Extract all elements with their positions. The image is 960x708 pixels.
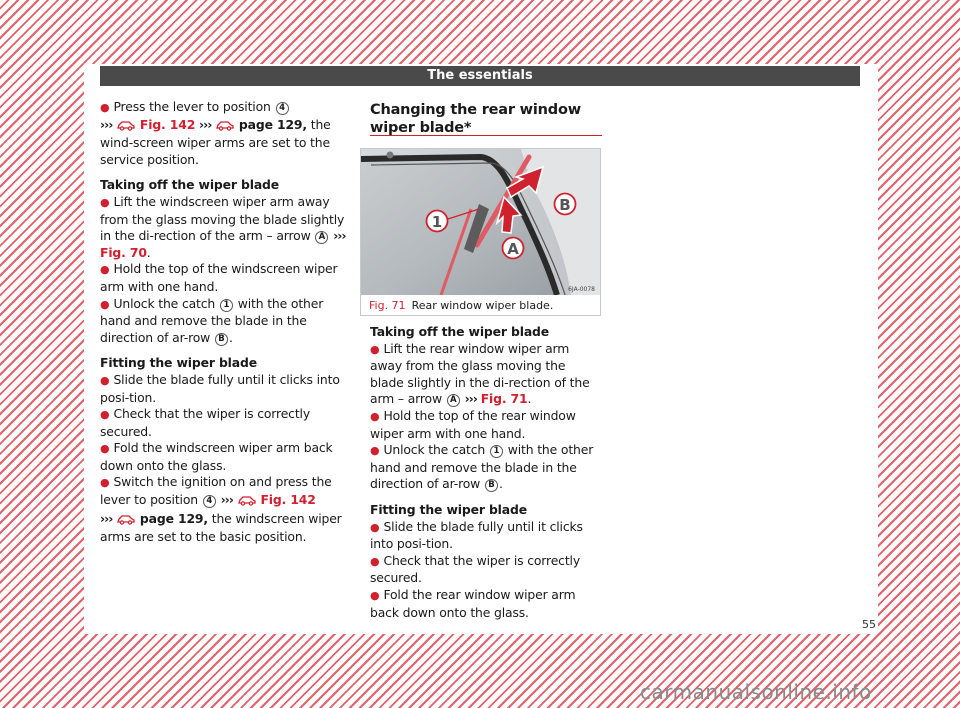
section-title: Changing the rear window wiper blade* [370,102,581,136]
figure-71 [360,148,601,316]
figure-caption: Fig. 71 Rear window wiper blade. [369,299,554,312]
figure-marker: B [559,196,571,214]
bullet-icon: ● [100,263,110,277]
position-badge: 4 [276,102,289,115]
bullet-icon: ● [100,442,110,456]
car-book-icon [238,494,256,511]
bullet-icon: ● [370,520,380,534]
figure-label: Fig. 71 [369,299,406,312]
left-column [100,99,348,546]
car-book-icon [117,513,135,530]
figure-code: 6JA-0078 [568,286,595,293]
arrows-icon: ››› [100,510,113,526]
bullet-item: ● Hold the top of the windscreen wiper arm with one hand. [100,261,338,294]
bullet-icon: ● [370,588,380,602]
subheading-taking-off: Taking off the wiper blade [100,177,280,193]
bullet-icon: ● [100,101,110,114]
bullet-icon: ● [370,554,380,568]
arrow-badge: A [315,231,328,244]
page-link[interactable]: page 129, [139,510,208,526]
figure-marker: A [507,240,519,258]
subheading-taking-off: Taking off the wiper blade [370,324,550,339]
bullet-icon: ● [370,444,380,458]
figure-link[interactable]: Fig. 71 [480,391,528,407]
car-book-icon [117,119,135,136]
right-column [370,324,602,621]
page-number: 55 [862,618,876,631]
bullet-item: ● Fold the windscreen wiper arm back down onto the glass. [100,440,333,473]
bullet-item: ● Lift the rear window wiper arm away from the glass moving the blade slightly in the di-rection of the arm – arrow A ››› Fig. 71. [370,340,590,407]
bullet-item: ● Unlock the catch 1 with the other hand and remove the blade in the direction of ar-row B . [370,442,594,492]
arrow-badge: B [485,479,498,492]
figure-link[interactable]: Fig. 70 [100,244,147,260]
arrows-icon: ››› [100,116,113,132]
catch-badge: 1 [220,299,233,312]
arrow-badge: A [447,394,460,407]
bullet-icon: ● [100,476,110,490]
title-rule [370,135,602,136]
arrows-icon: ››› [464,391,477,407]
figure-link[interactable]: Fig. 142 [260,492,316,508]
figure-marker: 1 [431,213,443,231]
bullet-item: ● Check that the wiper is correctly secured. [100,406,311,439]
rear-wiper-illustration [361,149,600,295]
bullet-item: ● Lift the windscreen wiper arm away from the glass moving the blade slightly in the di-rection of the arm – arrow A ››› Fig. 70. [100,193,346,260]
bullet-item: ● Unlock the catch 1 with the other hand and remove the blade in the direction of ar-row B . [100,295,324,345]
bullet-item: ● Switch the ignition on and press the lever to position 4 ››› Fig. 142 ››› page 129, the windscreen wiper arms are set to the basic position. [100,474,342,545]
bullet-item: ● Slide the blade fully until it clicks into posi-tion. [370,518,583,552]
watermark: carmanualsonline.info [640,680,872,704]
bullet-icon: ● [100,195,110,209]
page-link[interactable]: page 129, [238,116,307,132]
bullet-icon: ● [370,342,380,356]
bullet-item: ● Fold the rear window wiper arm back down onto the glass. [370,586,576,620]
bullet-icon: ● [100,408,110,422]
bullet-icon: ● [100,373,110,387]
arrow-badge: B [215,333,228,346]
arrows-icon: ››› [220,492,233,508]
subheading-fitting: Fitting the wiper blade [100,355,257,371]
bullet-icon: ● [100,297,110,311]
bullet-item: ● Slide the blade fully until it clicks into posi-tion. [100,371,340,405]
arrows-icon: ››› [333,228,346,244]
position-badge: 4 [203,495,216,508]
subheading-fitting: Fitting the wiper blade [370,501,527,517]
figure-link[interactable]: Fig. 142 [139,116,196,132]
car-book-icon [216,119,234,136]
bullet-icon: ● [370,409,380,423]
catch-badge: 1 [490,445,503,458]
bullet-item: ● Check that the wiper is correctly secured. [370,552,581,586]
paragraph-service-position: ● Press the lever to position 4 ››› Fig. 142 ››› page 129, the wind-screen wiper arms are set to the service position. [100,99,331,167]
bullet-item: ● Hold the top of the rear window wiper arm with one hand. [370,407,576,441]
running-header: The essentials [100,66,860,86]
arrows-icon: ››› [199,116,212,132]
